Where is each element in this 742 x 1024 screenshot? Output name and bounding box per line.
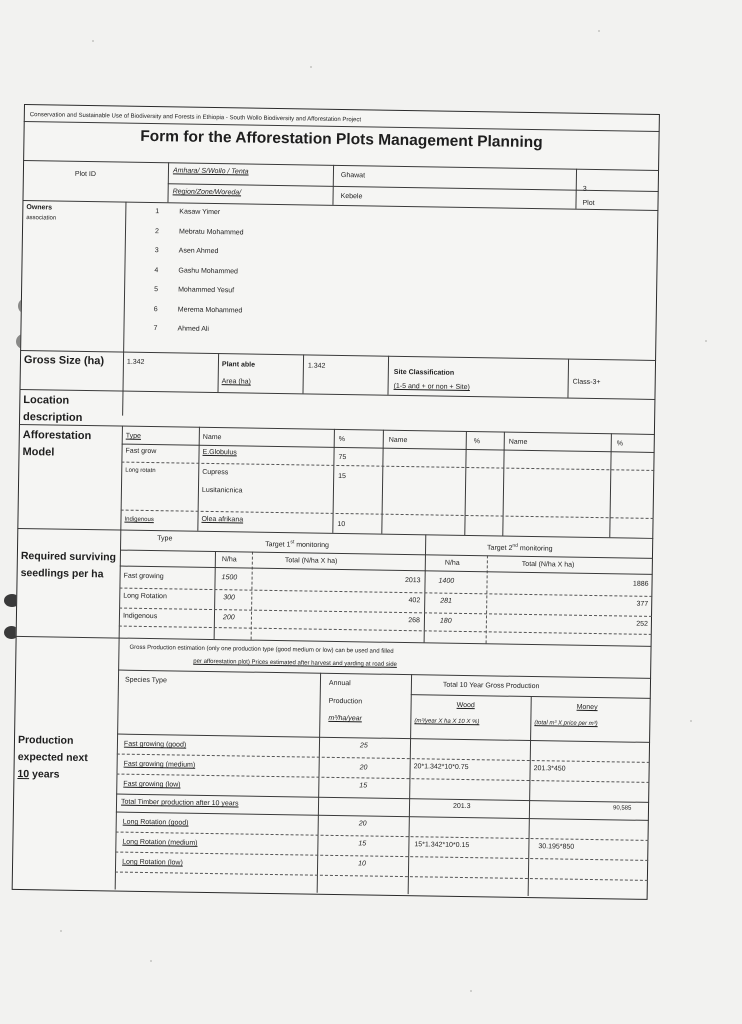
paper-speck — [598, 30, 600, 32]
monitoring-2-rest: monitoring — [517, 545, 553, 553]
timber-total-label: Total Timber production after 10 years — [120, 798, 239, 808]
monitoring-1-header — [265, 538, 329, 550]
surviving-col-total-1: Total (N/ha X ha) — [284, 557, 338, 565]
plantable-label: Plant able — [221, 361, 256, 369]
production-row-type: Fast growing (good) — [123, 740, 187, 749]
model-row-name: Cupress — [202, 468, 229, 477]
surviving-label: Required surviving seedlings per ha — [20, 550, 117, 581]
owner-number: 7 — [153, 325, 158, 333]
production-years: 10 — [17, 767, 30, 781]
monitoring-2-sup: nd — [512, 542, 519, 549]
model-row-name-2: Lusitanicnica — [201, 486, 243, 495]
production-col-species: Species Type — [124, 676, 167, 685]
long-wood-formula: 15*1.342*10*0.15 — [414, 841, 470, 850]
production-row-type: Long Rotation (good) — [122, 818, 189, 827]
surviving-row-n1: 1500 — [221, 574, 238, 582]
production-col-annual-l3: m³/ha/year — [328, 714, 362, 723]
production-row-annual: 15 — [358, 840, 367, 848]
site-class-value: Class-3+ — [572, 378, 601, 387]
production-years-rest: years — [29, 768, 60, 781]
surviving-row-n2: 180 — [439, 617, 452, 625]
surviving-row-t2: 377 — [636, 600, 649, 608]
timber-total-wood: 201.3 — [452, 802, 471, 811]
owner-name: Mohammed Yesuf — [178, 286, 235, 295]
site-class-sub: (1-5 and + or non + Site) — [393, 382, 470, 392]
model-row-type: Long rotatn — [125, 467, 156, 475]
production-row-type: Long Rotation (low) — [122, 858, 183, 867]
plot-number: 3 — [582, 185, 587, 193]
owner-name: Kasaw Yimer — [179, 208, 221, 217]
owner-name: Merema Mohammed — [177, 305, 243, 314]
region-value: Amhara/ S/Wollo / Tenta — [172, 167, 249, 176]
location-value: Ghawat — [340, 171, 366, 180]
owner-name: Mebratu Mohammed — [178, 227, 244, 236]
paper-speck — [705, 340, 707, 342]
model-col-pct-3: % — [616, 440, 624, 448]
owner-number: 5 — [154, 286, 159, 294]
surviving-row-n1: 200 — [222, 614, 235, 622]
surviving-row-n2: 281 — [440, 597, 452, 605]
paper-speck — [310, 66, 312, 68]
surviving-col-type: Type — [157, 535, 173, 543]
form-title: Form for the Afforestation Plots Management Planning — [140, 127, 543, 152]
model-row-name: E.Globulus — [202, 448, 237, 457]
owner-number: 6 — [153, 305, 158, 313]
plot-id-label: Plot ID — [74, 170, 96, 179]
model-col-name-2: Name — [388, 436, 408, 445]
production-row-type: Fast growing (medium) — [123, 760, 196, 769]
region-sublabel: Region/Zone/Woreda/ — [172, 188, 242, 197]
fast-money-formula: 201.3*450 — [533, 765, 566, 773]
production-col-annual-l2: Production — [328, 697, 363, 706]
surviving-col-nha-2: N/ha — [444, 559, 460, 567]
timber-total-money: 90,585 — [612, 805, 632, 812]
paper-speck — [690, 720, 692, 722]
production-label-l2: expected next — [17, 750, 88, 765]
surviving-row-t2: 1886 — [632, 580, 649, 588]
production-col-money-formula: (total m³ X price per m³) — [534, 720, 598, 728]
owner-name: Ahmed Ali — [177, 325, 210, 333]
owners-label: Owners — [26, 204, 53, 212]
surviving-row-n1: 300 — [223, 594, 236, 602]
owner-name: Asen Ahmed — [178, 247, 219, 256]
production-col-wood-formula: (m³/year X ha X 10 X %) — [414, 718, 480, 726]
location-desc-label: Location description — [22, 394, 83, 424]
production-col-wood: Wood — [456, 701, 475, 710]
owner-number: 1 — [155, 208, 160, 216]
owner-name: Gashu Mohammed — [178, 266, 238, 275]
model-row-type: Indigenous — [124, 516, 154, 524]
model-col-pct-2: % — [473, 438, 481, 446]
production-row-annual: 20 — [359, 764, 368, 772]
paper-speck — [150, 960, 152, 962]
project-line: Conservation and Sustainable Use of Biodiversity and Forests in Ethiopia - South Wollo Biodiversity and Afforestation Project — [29, 112, 362, 124]
model-col-name-3: Name — [508, 438, 528, 446]
surviving-row-n2: 1400 — [438, 577, 455, 585]
monitoring-1-rest: monitoring — [294, 541, 329, 550]
model-row-name: Olea afrikana — [201, 515, 244, 524]
plantable-sublabel: Area (ha) — [221, 378, 251, 386]
model-col-type: Type — [125, 432, 142, 440]
owner-number: 4 — [154, 266, 159, 274]
gross-size-label: Gross Size (ha) — [23, 354, 105, 368]
surviving-row-t1: 2013 — [404, 577, 421, 585]
plantable-value: 1.342 — [307, 362, 326, 370]
monitoring-1-label: Target 1 — [265, 541, 291, 549]
production-label-l1: Production — [17, 733, 74, 747]
surviving-row-type: Indigenous — [122, 612, 158, 621]
surviving-row-type: Fast growing — [123, 572, 164, 581]
production-col-money: Money — [576, 703, 598, 712]
paper-speck — [92, 40, 94, 42]
production-row-annual: 25 — [359, 742, 368, 750]
monitoring-2-label: Target 2 — [487, 544, 513, 553]
model-row-type: Fast grow — [125, 447, 157, 456]
monitoring-1-sup: st — [290, 539, 295, 546]
model-label: Afforestation Model — [22, 429, 92, 459]
production-row-annual: 20 — [358, 820, 367, 828]
surviving-col-total-2: Total (N/ha X ha) — [521, 560, 575, 569]
surviving-row-t1: 402 — [408, 597, 421, 605]
surviving-row-t1: 268 — [408, 617, 420, 625]
long-money-formula: 30.195*850 — [538, 843, 575, 851]
model-col-pct-1: % — [338, 435, 346, 444]
owners-sublabel: association — [26, 215, 57, 222]
model-row-pct: 15 — [338, 472, 347, 481]
surviving-row-t2: 252 — [636, 620, 648, 628]
site-class-label: Site Classification — [393, 368, 455, 377]
owner-number: 2 — [154, 227, 159, 235]
production-row-type: Fast growing (low) — [123, 780, 181, 789]
production-row-type: Long Rotation (medium) — [122, 838, 198, 847]
production-row-annual: 10 — [358, 860, 366, 868]
model-row-pct: 10 — [337, 520, 346, 529]
plot-label: Plot — [582, 199, 595, 207]
owner-number: 3 — [154, 247, 159, 255]
surviving-row-type: Long Rotation — [123, 592, 167, 601]
production-label-l3 — [17, 766, 59, 784]
gross-size-value: 1.342 — [126, 358, 145, 366]
production-note-l1: Gross Production estimation (only one production type (good medium or low) can be used and filled — [129, 644, 394, 655]
paper-speck — [470, 990, 472, 992]
monitoring-2-header — [487, 541, 553, 553]
model-col-name-1: Name — [202, 433, 222, 442]
fast-wood-formula: 20*1.342*10*0.75 — [413, 763, 469, 772]
production-col-annual-l1: Annual — [328, 679, 351, 688]
paper-speck — [60, 930, 62, 932]
model-row-pct: 75 — [338, 453, 347, 462]
production-note-l2: per afforestation plot) Prices estimated after harvest and yarding at road side — [193, 658, 397, 668]
kebele-label: Kebele — [340, 192, 363, 201]
form-sheet — [12, 104, 664, 900]
surviving-col-nha-1: N/ha — [221, 556, 237, 564]
production-row-annual: 15 — [359, 782, 368, 790]
production-col-total: Total 10 Year Gross Production — [442, 681, 540, 691]
